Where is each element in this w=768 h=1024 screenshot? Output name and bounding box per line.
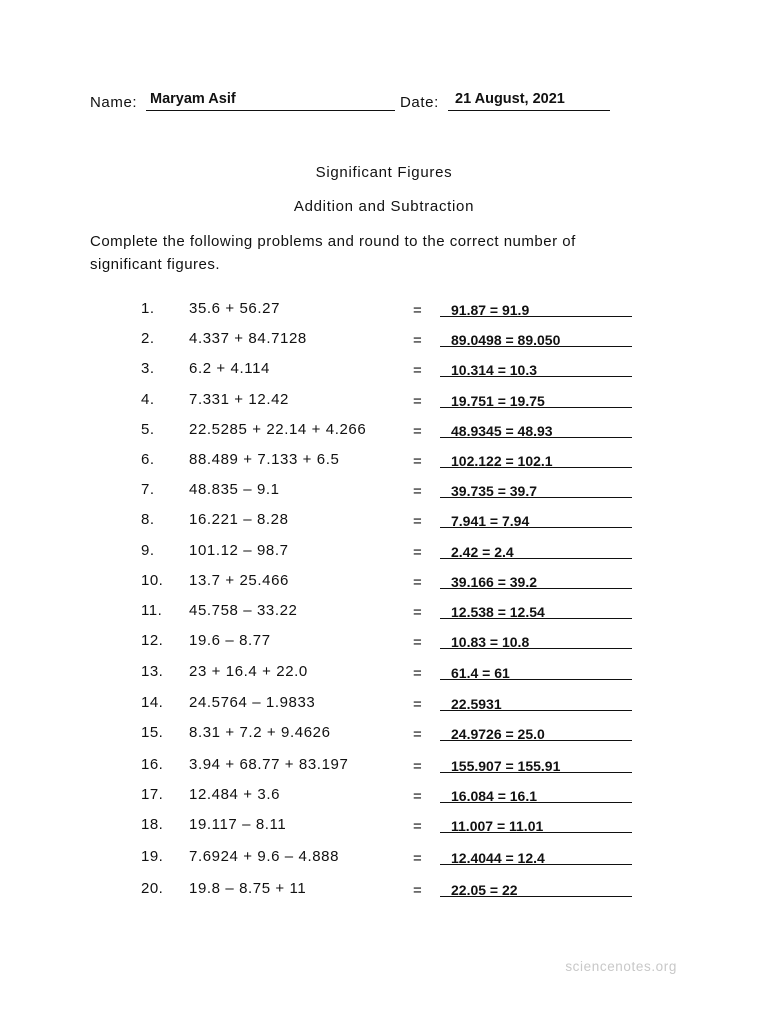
problem-expression: 48.835 – 9.1	[189, 481, 280, 498]
problem-expression: 101.12 – 98.7	[189, 542, 289, 559]
problem-number: 5.	[141, 421, 155, 438]
problem-number: 12.	[141, 632, 164, 649]
problem-expression: 19.8 – 8.75 + 11	[189, 880, 307, 897]
answer-value: 11.007 = 11.01	[451, 818, 544, 834]
equals-sign: =	[413, 818, 422, 835]
problem-row	[0, 602, 768, 628]
problem-number: 13.	[141, 663, 164, 680]
answer-value: 12.4044 = 12.4	[451, 850, 545, 866]
page-subtitle: Addition and Subtraction	[293, 198, 475, 215]
watermark: sciencenotes.org	[565, 959, 677, 974]
problem-expression: 23 + 16.4 + 22.0	[189, 663, 308, 680]
problem-number: 4.	[141, 391, 155, 408]
problem-row	[0, 451, 768, 477]
equals-sign: =	[413, 423, 422, 440]
problem-number: 8.	[141, 511, 155, 528]
answer-value: 10.314 = 10.3	[451, 362, 538, 378]
equals-sign: =	[413, 696, 422, 713]
equals-sign: =	[413, 453, 422, 470]
problem-row	[0, 572, 768, 598]
equals-sign: =	[413, 850, 422, 867]
problem-expression: 3.94 + 68.77 + 83.197	[189, 756, 349, 773]
problem-row	[0, 724, 768, 750]
problem-number: 11.	[141, 602, 163, 619]
equals-sign: =	[413, 332, 422, 349]
problem-expression: 19.117 – 8.11	[189, 816, 287, 833]
answer-value: 2.42 = 2.4	[451, 544, 514, 560]
answer-value: 61.4 = 61	[451, 665, 510, 681]
answer-value: 39.735 = 39.7	[451, 483, 538, 499]
instructions: Complete the following problems and round to the correct number of significant figures.	[90, 233, 576, 273]
problem-expression: 7.6924 + 9.6 – 4.888	[189, 848, 340, 865]
page-title: Significant Figures	[315, 164, 453, 181]
problem-number: 14.	[141, 694, 164, 711]
problem-row	[0, 756, 768, 782]
problem-row	[0, 542, 768, 568]
problem-number: 18.	[141, 816, 164, 833]
equals-sign: =	[413, 483, 422, 500]
equals-sign: =	[413, 758, 422, 775]
problem-row	[0, 632, 768, 658]
answer-value: 91.87 = 91.9	[451, 302, 530, 318]
problem-number: 17.	[141, 786, 164, 803]
equals-sign: =	[413, 882, 422, 899]
answer-value: 24.9726 = 25.0	[451, 726, 545, 742]
problem-row	[0, 360, 768, 386]
answer-value: 22.05 = 22	[451, 882, 518, 898]
problem-row	[0, 848, 768, 874]
problem-expression: 35.6 + 56.27	[189, 300, 281, 317]
equals-sign: =	[413, 574, 422, 591]
problem-number: 15.	[141, 724, 164, 741]
answer-value: 12.538 = 12.54	[451, 604, 545, 620]
equals-sign: =	[413, 362, 422, 379]
answer-value: 89.0498 = 89.050	[451, 332, 561, 348]
problem-number: 9.	[141, 542, 155, 559]
problem-row	[0, 694, 768, 720]
problem-number: 10.	[141, 572, 164, 589]
equals-sign: =	[413, 726, 422, 743]
problem-expression: 12.484 + 3.6	[189, 786, 281, 803]
problem-expression: 7.331 + 12.42	[189, 391, 289, 408]
answer-value: 19.751 = 19.75	[451, 393, 545, 409]
problem-number: 1.	[141, 300, 155, 317]
equals-sign: =	[413, 302, 422, 319]
problem-number: 20.	[141, 880, 164, 897]
problem-row	[0, 330, 768, 356]
problem-row	[0, 663, 768, 689]
problem-number: 19.	[141, 848, 164, 865]
answer-value: 102.122 = 102.1	[451, 453, 553, 469]
equals-sign: =	[413, 665, 422, 682]
name-line	[146, 110, 395, 111]
date-value: 21 August, 2021	[455, 91, 565, 107]
answer-value: 10.83 = 10.8	[451, 634, 530, 650]
problem-expression: 22.5285 + 22.14 + 4.266	[189, 421, 367, 438]
problem-number: 7.	[141, 481, 155, 498]
problem-row	[0, 511, 768, 537]
answer-value: 48.9345 = 48.93	[451, 423, 553, 439]
problem-number: 3.	[141, 360, 155, 377]
problem-expression: 4.337 + 84.7128	[189, 330, 307, 347]
problem-row	[0, 880, 768, 906]
problem-expression: 6.2 + 4.114	[189, 360, 270, 377]
problem-number: 2.	[141, 330, 155, 347]
problem-row	[0, 391, 768, 417]
problem-row	[0, 816, 768, 842]
problem-expression: 8.31 + 7.2 + 9.4626	[189, 724, 331, 741]
equals-sign: =	[413, 544, 422, 561]
problem-expression: 45.758 – 33.22	[189, 602, 298, 619]
equals-sign: =	[413, 788, 422, 805]
answer-value: 16.084 = 16.1	[451, 788, 538, 804]
problem-number: 6.	[141, 451, 155, 468]
problem-row	[0, 421, 768, 447]
equals-sign: =	[413, 604, 422, 621]
equals-sign: =	[413, 634, 422, 651]
answer-value: 155.907 = 155.91	[451, 758, 561, 774]
problem-row	[0, 300, 768, 326]
problem-expression: 16.221 – 8.28	[189, 511, 289, 528]
problem-row	[0, 481, 768, 507]
problem-number: 16.	[141, 756, 164, 773]
problem-expression: 24.5764 – 1.9833	[189, 694, 316, 711]
equals-sign: =	[413, 393, 422, 410]
answer-value: 22.5931	[451, 696, 502, 712]
date-label: Date:	[400, 94, 439, 111]
equals-sign: =	[413, 513, 422, 530]
answer-value: 7.941 = 7.94	[451, 513, 530, 529]
problem-expression: 88.489 + 7.133 + 6.5	[189, 451, 340, 468]
date-line	[448, 110, 610, 111]
name-value: Maryam Asif	[150, 91, 236, 107]
name-label: Name:	[90, 94, 138, 111]
answer-value: 39.166 = 39.2	[451, 574, 538, 590]
problem-row	[0, 786, 768, 812]
problem-expression: 19.6 – 8.77	[189, 632, 271, 649]
problem-expression: 13.7 + 25.466	[189, 572, 289, 589]
